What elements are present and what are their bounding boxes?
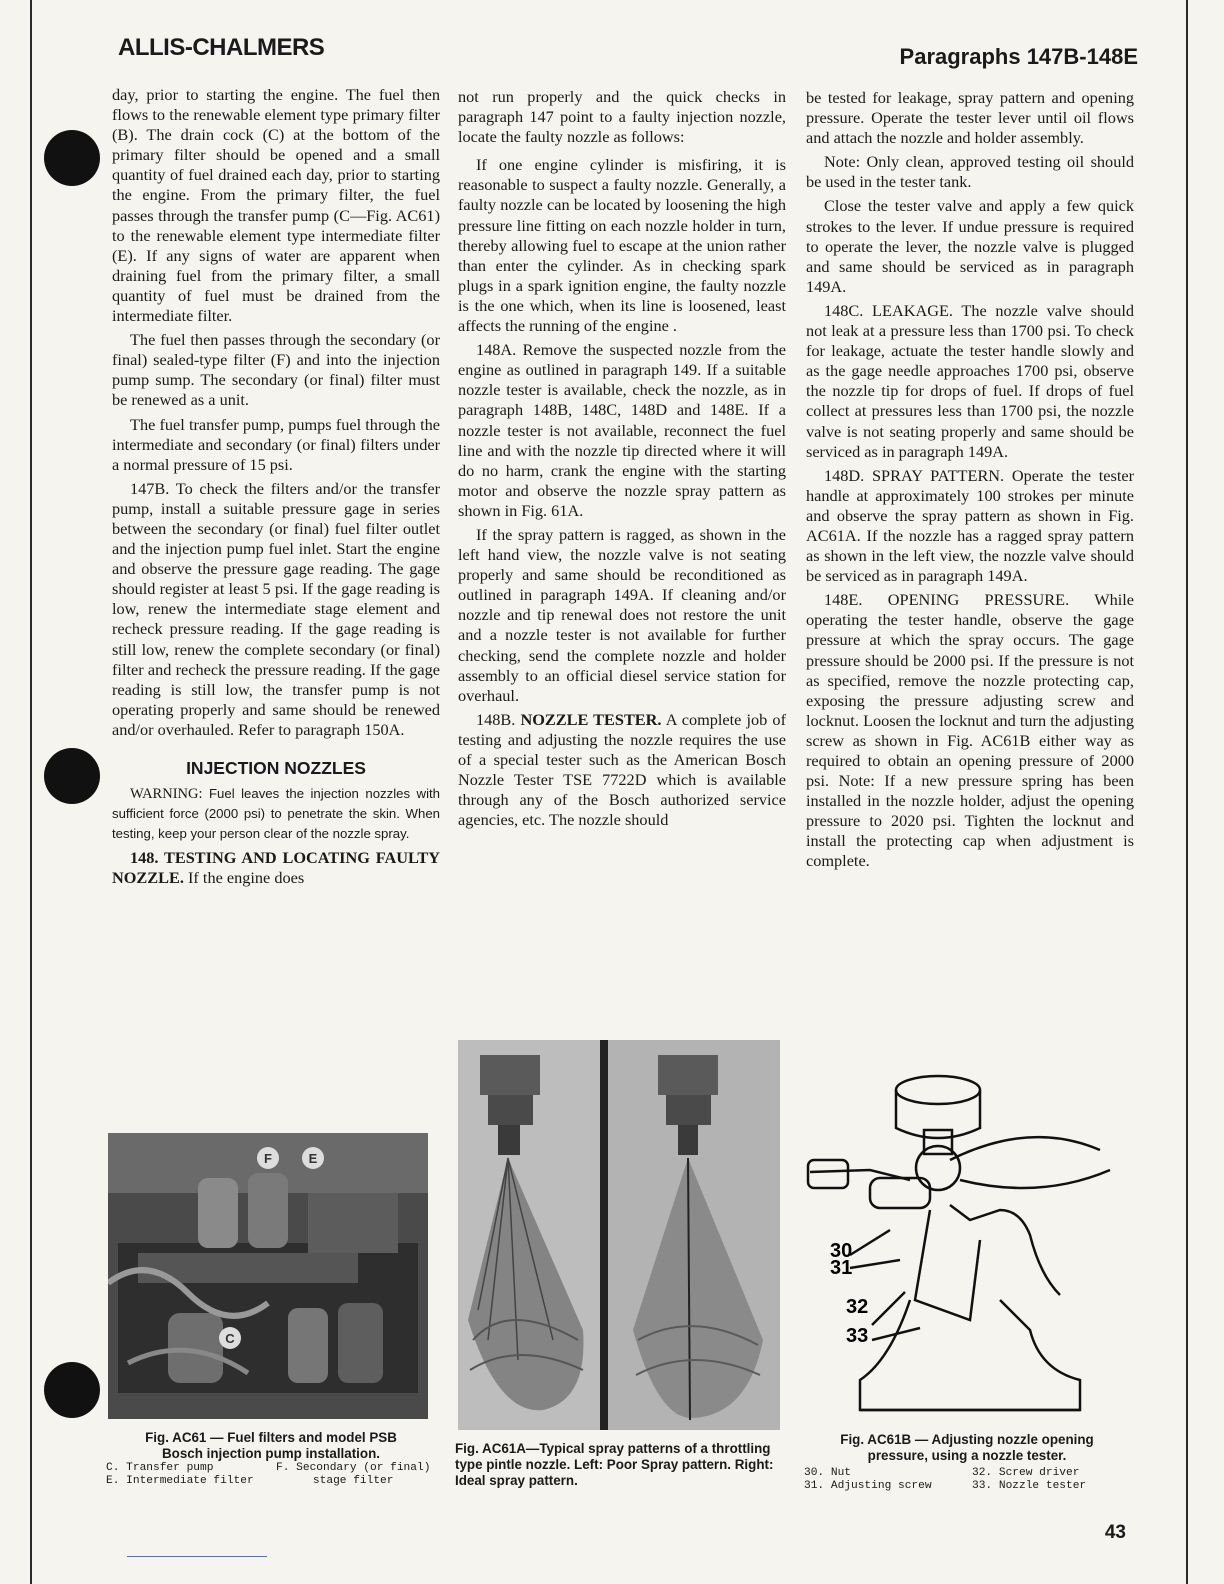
- paragraphs-header: Paragraphs 147B-148E: [899, 44, 1138, 69]
- warning-text: Fuel leaves the injection nozzles with sufficient force (2000 psi) to penetrate the skin. When testing, keep your person clear of the nozzle spray.: [112, 786, 440, 842]
- col1-paragraph-1: day, prior to starting the engine. The fuel then flows to the renewable element type primary filter (B). The drain cock (C) at the bottom of the primary filter should be opened and a small quantity of fuel drained each day, prior to starting the engine. From the primary filter, the fuel passes through the transfer pump (C—Fig. AC61) to the renewable element type intermediate filter (E). If any signs of water are apparent when draining fuel from the primary filter, a small quantity of fuel must be drained from the intermediate filter.: [112, 85, 440, 326]
- fig-ac61b-caption-line-2: pressure, using a nozzle tester.: [867, 1448, 1067, 1463]
- p148b-number: 148B.: [476, 709, 516, 729]
- text-column-1: [112, 85, 440, 892]
- text-column-3: [806, 88, 1134, 876]
- binder-hole-middle: [44, 748, 100, 804]
- col3-paragraph-148c: 148C. LEAKAGE. The nozzle valve should not leak at a pressure less than 1700 psi. To check for leakage, actuate the tester handle slowly and as the gage needle approaches 1700 psi, observe the nozzle tip for drops of fuel. If drops of fuel collect at pressures less than 1700 psi, the nozzle valve is not seating properly and same should be serviced as in paragraph 149A.: [806, 300, 1134, 461]
- fig-ac61-caption-line-2: Bosch injection pump installation.: [162, 1446, 380, 1461]
- warning-block: [112, 784, 440, 844]
- col2-paragraph-4: If the spray pattern is ragged, as shown in the left hand view, the nozzle valve is not seating properly and same should be reconditioned as outlined in paragraph 149A. If cleaning and/or nozzle and tip renewal does not restore the unit and a nozzle tester is not available for further checking, send the complete nozzle and holder assembly to an official diesel service station for overhaul.: [458, 524, 786, 705]
- fig-ac61-legend-left: [106, 1462, 254, 1487]
- col3-paragraph-148e: 148E. OPENING PRESSURE. While operating the tester handle, observe the gage pressure at which the spray occurs. The gage pressure should be 2000 psi. If the pressure is not as specified, remove the nozzle protecting cap, exposing the pressure adjusting screw and locknut. Loosen the locknut and turn the adjusting screw as shown in Fig. AC61B either way as required to obtain an opening pressure of 2000 psi. Note: If a new pressure spring has been installed in the nozzle holder, adjust the opening pressure to 2020 psi. Tighten the locknut and install the protecting cap when adjustment is complete.: [806, 590, 1134, 871]
- photo-label-e: E: [308, 1151, 318, 1166]
- legend-c: C. Transfer pump: [106, 1462, 214, 1474]
- callout-32: 32: [846, 1296, 869, 1318]
- legend-f-line-1: F. Secondary (or final): [276, 1462, 431, 1474]
- fig-ac61b-caption-line-1: Fig. AC61B — Adjusting nozzle opening: [840, 1432, 1094, 1447]
- fuel-filter-photo: [108, 1133, 428, 1419]
- callout-30: 30: [830, 1240, 853, 1262]
- p148-heading: 148. TESTING AND LOCATING FAULTY NOZZLE.: [112, 848, 440, 888]
- callout-31: 31: [830, 1257, 853, 1279]
- photo-label-c: C: [225, 1331, 235, 1346]
- col3-paragraph-148d: 148D. SPRAY PATTERN. Operate the tester handle at approximately 100 strokes per minute and observe the spray pattern as shown in Fig. AC61A. If the nozzle has a ragged spray pattern as shown in the left view, the nozzle valve should be serviced as in paragraph 149A.: [806, 465, 1134, 586]
- brand-header: ALLIS-CHALMERS: [118, 34, 325, 61]
- fig-ac61b-caption: [800, 1432, 1134, 1464]
- nozzle-tester-drawing: [800, 1060, 1136, 1430]
- fig-ac61-caption: [108, 1430, 434, 1462]
- photo-label-f: F: [264, 1151, 272, 1166]
- callout-33: 33: [846, 1325, 869, 1347]
- col1-paragraph-147b: 147B. To check the filters and/or the transfer pump, install a suitable pressure gage in series between the secondary (or final) fuel filter outlet and the injection pump fuel inlet. Start the engine and observe the pressure gage reading. The gage should register at least 5 psi. If the gage reading is low, renew the intermediate stage element and recheck pressure reading. If the gage reading is still low, renew the complete secondary (or final) filter and recheck the pressure reading. If the gage reading is still low, the transfer pump is not operating properly and same should be renewed and/or overhauled. Refer to paragraph 150A.: [112, 478, 440, 739]
- fig-ac61b-legend-right: [972, 1467, 1086, 1492]
- col2-paragraph-148b: [458, 710, 786, 831]
- scan-artifact-line: [127, 1556, 267, 1557]
- legend-e: E. Intermediate filter: [106, 1474, 254, 1487]
- col2-paragraph-148a: 148A. Remove the suspected nozzle from the engine as outlined in paragraph 149. If a suitable nozzle tester is available, check the nozzle, as in paragraph 148B, 148C, 148D and 148E. If a nozzle tester is not available, reconnect the fuel line and with the nozzle tip directed where it will do no harm, crank the engine with the starting motor and observe the nozzle spray pattern as shown in Fig. 61A.: [458, 340, 786, 520]
- spray-pattern-photo: [458, 1040, 780, 1430]
- legend-31: 31. Adjusting screw: [804, 1479, 932, 1492]
- legend-30: 30. Nut: [804, 1467, 851, 1479]
- page-edge-left: [30, 0, 32, 1584]
- fig-ac61-caption-line-1: Fig. AC61 — Fuel filters and model PSB: [145, 1430, 397, 1445]
- fig-ac61b-legend-left: [804, 1467, 932, 1492]
- page-edge-right: [1186, 0, 1188, 1584]
- col1-paragraph-2: The fuel then passes through the secondary (or final) sealed-type filter (F) and into the injection pump sump. The secondary (or final) filter must be renewed as a unit.: [112, 330, 440, 410]
- section-title: INJECTION NOZZLES: [186, 758, 366, 778]
- col3-paragraph-3: Close the tester valve and apply a few quick strokes to the lever. If undue pressure is required to operate the lever, the nozzle valve is plugged and same should be serviced as in paragraph 149A.: [806, 196, 1134, 296]
- legend-f-line-2: stage filter: [312, 1474, 394, 1487]
- binder-hole-top: [44, 130, 100, 186]
- col1-paragraph-148: [112, 848, 440, 888]
- fig-ac61-legend-right: [276, 1462, 430, 1487]
- legend-33: 33. Nozzle tester: [972, 1479, 1087, 1492]
- binder-hole-bottom: [44, 1362, 100, 1418]
- page-number: 43: [1104, 1522, 1126, 1543]
- warning-label: WARNING:: [130, 786, 203, 803]
- p148-text: If the engine does: [188, 868, 305, 888]
- legend-32: 32. Screw driver: [972, 1467, 1080, 1479]
- col1-paragraph-3: The fuel transfer pump, pumps fuel through the intermediate and secondary (or final) filters under a normal pressure of 15 psi.: [112, 414, 440, 474]
- col2-paragraph-1: not run properly and the quick checks in paragraph 147 point to a faulty injection nozzle, locate the faulty nozzle as follows:: [458, 87, 786, 147]
- col3-note: Note: Only clean, approved testing oil should be used in the tester tank.: [806, 152, 1134, 192]
- p148b-heading: NOZZLE TESTER.: [520, 709, 662, 729]
- col2-paragraph-2: If one engine cylinder is misfiring, it is reasonable to suspect a faulty nozzle. Generally, a faulty nozzle can be located by loosening the high pressure line fitting on each nozzle holder in turn, thereby allowing fuel to escape at the union rather than enter the cylinder. As in checking spark plugs in a spark ignition engine, the faulty nozzle is the one which, when its line is loosened, least affects the running of the engine .: [458, 155, 786, 336]
- col3-paragraph-1: be tested for leakage, spray pattern and opening pressure. Operate the tester lever until oil flows and attach the nozzle and holder assembly.: [806, 88, 1134, 148]
- fig-ac61a-caption: Fig. AC61A—Typical spray patterns of a throttling type pintle nozzle. Left: Poor Spray pattern. Right: Ideal spray pattern.: [455, 1441, 774, 1488]
- text-column-2: [458, 87, 786, 834]
- p148b-text: A complete job of testing and adjusting the nozzle requires the use of a special tester such as the American Bosch Nozzle Tester TSE 7722D which is available through any of the Bosch authorized service agencies, etc. The nozzle should: [458, 709, 786, 830]
